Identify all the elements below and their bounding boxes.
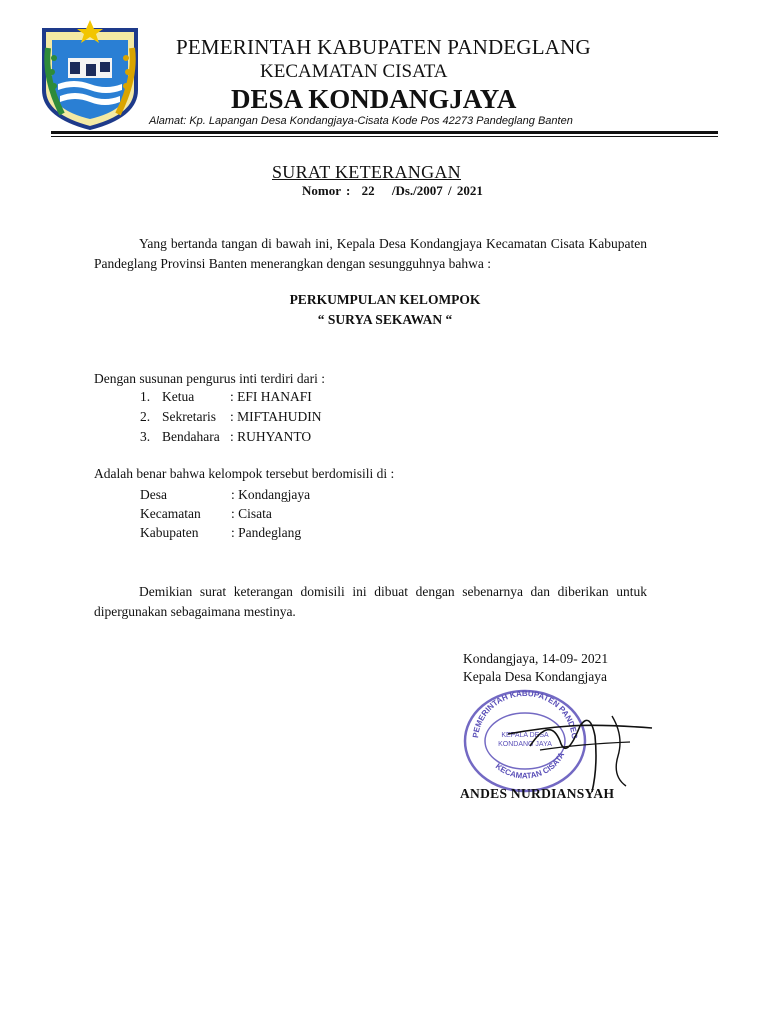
pengurus-item-name: : MIFTAHUDIN [230, 409, 322, 424]
letterhead-regency: PEMERINTAH KABUPATEN PANDEGLANG [176, 35, 591, 59]
pengurus-item-name: : EFI HANAFI [230, 389, 312, 404]
signature-place-date: Kondangjaya, 14-09- 2021 [463, 651, 609, 666]
header-divider-thin [51, 136, 718, 137]
letterhead-district: KECAMATAN CISATA [260, 61, 448, 82]
stamp-outer-text: PEMERINTAH KABUPATEN PANDEG [471, 688, 580, 740]
pengurus-item-role: Sekretaris [162, 409, 216, 424]
domisili-intro: Adalah benar bahwa kelompok tersebut berdomisili di : [94, 466, 395, 481]
pengurus-item-name: : RUHYANTO [230, 429, 312, 444]
header-divider-thick [51, 131, 718, 134]
group-title-line1: PERKUMPULAN KELOMPOK [289, 292, 481, 307]
letter-number [302, 183, 483, 199]
pengurus-item-number: 3. [140, 429, 151, 444]
domisili-value: : Kondangjaya [231, 487, 311, 502]
pengurus-item-number: 1. [140, 389, 151, 404]
pengurus-intro: Dengan susunan pengurus inti terdiri dari : [94, 371, 325, 386]
letter-number-label: Nomor : [302, 183, 351, 198]
intro-paragraph: Yang bertanda tangan di bawah ini, Kepala Desa Kondangjaya Kecamatan Cisata Kabupaten Pandeglang Provinsi Banten menerangkan dengan sesungguhnya bahwa : [94, 236, 647, 271]
signatory-name: ANDES NURDIANSYAH [460, 786, 615, 801]
domisili-label: Kabupaten [140, 525, 199, 540]
group-title-line2: “ SURYA SEKAWAN “ [317, 312, 453, 327]
regency-coat-of-arms-icon [40, 18, 140, 130]
domisili-value: : Pandeglang [231, 525, 302, 540]
stamp-inner-line1: KEPALA DESA [501, 732, 549, 739]
closing-paragraph: Demikian surat keterangan domisili ini dibuat dengan sebenarnya dan diberikan untuk dipergunakan sebagaimana mestinya. [94, 584, 647, 619]
stamp-inner-line2: KONDANG JAYA [498, 741, 552, 748]
domisili-label: Desa [140, 487, 167, 502]
letter-number-value: 22 [361, 183, 375, 198]
letter-title: SURAT KETERANGAN [272, 162, 461, 182]
pengurus-item-number: 2. [140, 409, 151, 424]
letterhead-address: Alamat: Kp. Lapangan Desa Kondangjaya-Cisata Kode Pos 42273 Pandeglang Banten [149, 115, 573, 127]
domisili-value: : Cisata [231, 506, 272, 521]
handwritten-signature [500, 706, 660, 796]
pengurus-item-role: Bendahara [162, 429, 220, 444]
signature-position: Kepala Desa Kondangjaya [463, 669, 607, 684]
stamp-bottom-text: KECAMATAN CISATA [493, 750, 567, 781]
domisili-label: Kecamatan [140, 506, 201, 521]
letterhead-village: DESA KONDANGJAYA [231, 84, 517, 114]
letter-number-suffix: /Ds./2007 / 2021 [391, 183, 483, 198]
pengurus-item-role: Ketua [162, 389, 195, 404]
